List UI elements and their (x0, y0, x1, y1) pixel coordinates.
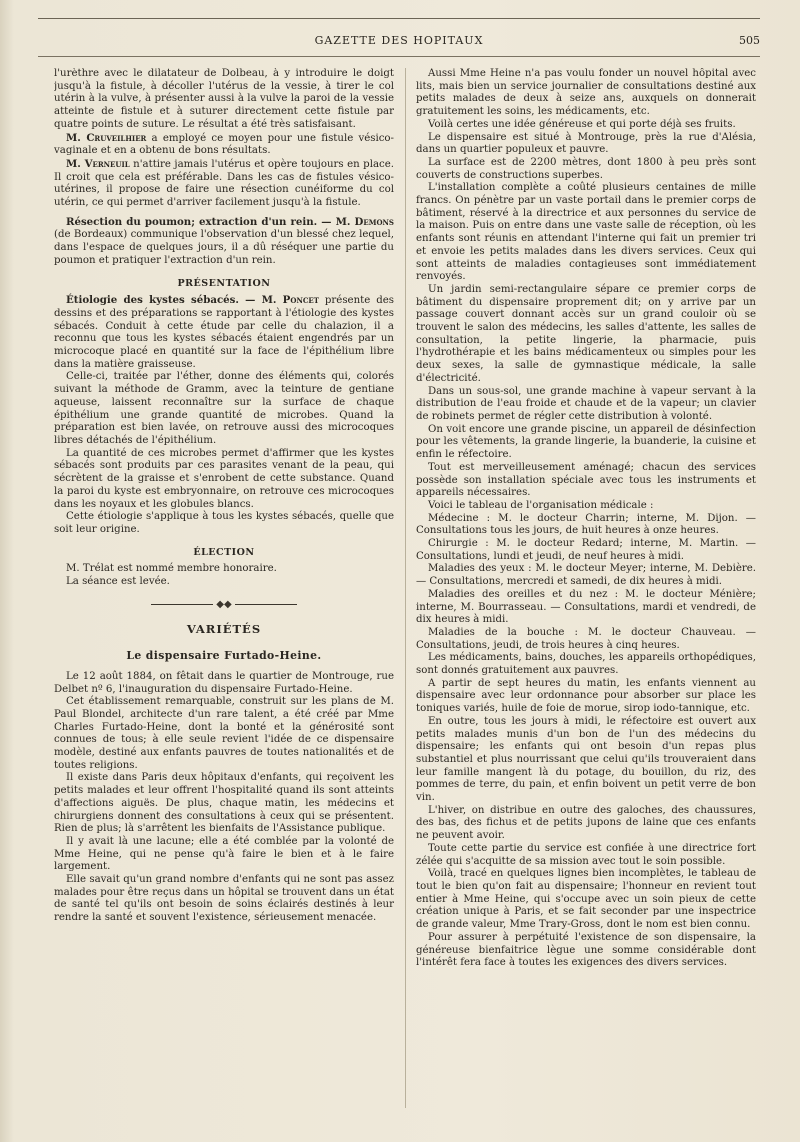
section-title-election: ÉLECTION (193, 546, 255, 558)
speaker-name: M. Poncet (261, 294, 319, 307)
paragraph (54, 294, 394, 371)
paragraph: Il existe dans Paris deux hôpitaux d'enfants, qui reçoivent les petits malades et leur offrent l'hospitalité quand ils sont atteints d'affections aiguës. De plus, chaque matin, les médecins et chirurgiens donnent des consultations à ceux qui se présentent. Rien de plus; là s'arrêtent les bienfaits de l'Assistance publique. (54, 772, 394, 835)
paragraph: On voit encore une grande piscine, un appareil de désinfection pour les vêtements, la grande lingerie, la buanderie, la cuisine et enfin le réfectoire. (416, 423, 756, 461)
paragraph: Cet établissement remarquable, construit sur les plans de M. Paul Blondel, architecte d'un rare talent, a été créé par Mme Charles Furtado-Heine, dont la bonté et la générosité sont connues de tous; à elle seule revient l'idée de ce dispensaire modèle, destiné aux enfants pauvres de toutes nationalités et de toutes religions. (54, 696, 394, 771)
paragraph: Elle savait qu'un grand nombre d'enfants qui ne sont pas assez malades pour être reçus dans un hôpital se trouvent dans un état de santé tel qu'ils ont besoin de soins éclairés destinés à leur rendre la santé et souvent l'existence, sérieusement menacée. (54, 874, 394, 924)
paragraph: Il y avait là une lacune; elle a été comblée par la volonté de Mme Heine, qui ne pense qu'à faire le bien et à le faire largement. (54, 835, 394, 873)
paragraph: La quantité de ces microbes permet d'affirmer que les kystes sébacés sont produits par ces parasites venant de la peau, qui sécrètent de la graisse et s'enrobent de cette substance. Quand la paroi du kyste est embryonnaire, on retrouve ces microcoques dans les noyaux et les globules blancs. (54, 447, 394, 510)
header-rule (38, 56, 760, 57)
paragraph: Voilà certes une idée généreuse et qui porte déjà ses fruits. (428, 118, 736, 130)
paragraph: M. Trélat est nommé membre honoraire. (66, 563, 277, 575)
article-title: Le dispensaire Furtado-Heine. (126, 649, 322, 663)
paragraph: Le 12 août 1884, on fêtait dans le quartier de Montrouge, rue Delbet nº 6, l'inauguration du dispensaire Furtado-Heine. (54, 670, 394, 695)
paragraph: La séance est levée. (66, 576, 170, 588)
paragraph: Voici le tableau de l'organisation médicale : (428, 499, 654, 511)
right-column (416, 68, 756, 1113)
paragraph (54, 158, 394, 210)
page-number: 505 (739, 34, 760, 47)
paragraph: Toute cette partie du service est confiée à une directrice fort zélée qui s'acquitte de sa mission avec tout le soin possible. (416, 842, 756, 867)
paragraph: En outre, tous les jours à midi, le réfectoire est ouvert aux petits malades munis d'un bon de l'un des médecins du dispensaire; les enfants qui ont besoin d'un repas plus substantiel et plus nourrissant que celui qu'ils trouveraient dans leur famille mangent là du potage, du bouillon, du riz, des pommes de terre, du pain, et enfin boivent un petit verre de bon vin. (416, 715, 756, 804)
speaker-name: M. Cruveilhier (66, 131, 147, 144)
speaker-name: M. Demons (335, 215, 394, 228)
left-column (54, 68, 394, 1113)
paragraph: Maladies des yeux : M. le docteur Meyer; interne, M. Debière. — Consultations, mercredi et samedi, de dix heures à midi. (416, 563, 756, 588)
ornament-divider: ◆◆ (54, 599, 394, 612)
paragraph: Dans un sous-sol, une grande machine à vapeur servant à la distribution de l'eau froide et chaude et de la vapeur; un clavier de robinets permet de régler cette distribution à volonté. (416, 385, 756, 422)
paragraph-text: présente des dessins et des préparations se rapportant à l'étiologie des kystes sébacés. Conduit à cette étude par celle du chalazion, il a reconnu que tous les kystes sébacés étaient engendrés par un microcoque placé en quantité sur la face de l'épithélium libre dans la matière graisseuse. (54, 295, 394, 370)
top-rule (38, 18, 760, 19)
paragraph-text: a employé ce moyen pour une fistule vésico-vaginale et en a obtenu de bons résultats. (54, 132, 394, 157)
paragraph: Chirurgie : M. le docteur Redard; interne, M. Martin. — Consultations, lundi et jeudi, de neuf heures à midi. (416, 538, 756, 562)
paragraph: Un jardin semi-rectangulaire sépare ce premier corps de bâtiment du dispensaire proprement dit; on y arrive par un passage couvert donnant accès sur un grand couloir où se trouvent le salon des médecins, les salles d'attente, les salles de consultation, la petite lingerie, la pharmacie, puis l'hydrothérapie et les bains médicamenteux ou simples pour les deux sexes, la salle de gymnastique médicale, la salle d'électricité. (416, 283, 756, 384)
paragraph: Le dispensaire est situé à Montrouge, près la rue d'Alésia, dans un quartier populeux et pauvre. (416, 131, 756, 156)
paragraph: Pour assurer à perpétuité l'existence de son dispensaire, la généreuse bienfaitrice lègue une somme considérable dont l'intérêt fera face à toutes les exigences des divers services. (416, 931, 756, 969)
paragraph: Les médicaments, bains, douches, les appareils orthopédiques, sont donnés gratuitement aux pauvres. (416, 652, 756, 677)
subsection-heading: Résection du poumon; extraction d'un rein. — (66, 215, 336, 228)
paragraph: Médecine : M. le docteur Charrin; interne, M. Dijon. — Consultations tous les jours, de huit heures à onze heures. (416, 512, 756, 537)
paragraph (54, 132, 394, 158)
paragraph: l'urèthre avec le dilatateur de Dolbeau, à y introduire le doigt jusqu'à la fistule, à décoller l'utérus de la vessie, à tirer le col utérin à la vulve, à présenter aussi à la vulve la paroi de la vessie atteinte de fistule et à suturer directement cette fistule par quatre points de suture. Le résultat a été très satisfaisant. (54, 68, 394, 130)
paragraph: Celle-ci, traitée par l'éther, donne des éléments qui, colorés suivant la méthode de Gramm, avec la teinture de gentiane aqueuse, laissent reconnaître sur la surface de chaque épithélium une grande quantité de microbes. Quand la préparation est bien lavée, on retrouve aussi des microcoques libres détachés de l'épithélium. (54, 371, 394, 446)
paragraph: L'hiver, on distribue en outre des galoches, des chaussures, des bas, des fichus et de petits jupons de laine que ces enfants ne peuvent avoir. (416, 804, 756, 842)
paragraph (54, 216, 394, 268)
paragraph: Maladies de la bouche : M. le docteur Chauveau. — Consultations, jeudi, de trois heures à cinq heures. (416, 626, 756, 651)
section-title-varietes: VARIÉTÉS (186, 622, 262, 637)
paragraph: Maladies des oreilles et du nez : M. le docteur Ménière; interne, M. Bourrasseau. — Consultations, mardi et vendredi, de dix heures à midi. (416, 588, 756, 626)
page-header (38, 34, 760, 54)
paragraph: Voilà, tracé en quelques lignes bien incomplètes, le tableau de tout le bien qu'on fait au dispensaire; l'honneur en revient tout entier à Mme Heine, qui s'occupe avec un soin pieux de cette création unique à Paris, et se fait seconder par une inspectrice de grande valeur, Mme Trary-Gross, dont le nom est bien connu. (416, 868, 756, 931)
journal-title: GAZETTE DES HOPITAUX (314, 34, 484, 47)
section-title-presentation: PRÉSENTATION (177, 277, 271, 289)
paragraph: Tout est merveilleusement aménagé; chacun des services possède son installation spéciale avec tous les instruments et appareils nécessaires. (416, 461, 756, 499)
paragraph: A partir de sept heures du matin, les enfants viennent au dispensaire avec leur ordonnance pour absorber sur place les toniques variés, huile de foie de morue, sirop iodo-tannique, etc. (416, 677, 756, 715)
paragraph: La surface est de 2200 mètres, dont 1800 à peu près sont couverts de constructions superbes. (416, 156, 756, 181)
paragraph: L'installation complète a coûté plusieurs centaines de mille francs. On pénètre par un vaste portail dans le premier corps de bâtiment, réservé à la directrice et aux personnes du service de la maison. Puis on entre dans une vaste salle de réception, où les enfants sont réunis en attendant l'interne qui fait un premier tri et envoie les petits malades dans les divers services. Ceux qui sont atteints de maladies contagieuses sont immédiatement renvoyés. (416, 182, 756, 283)
column-divider (405, 68, 406, 1108)
speaker-name: M. Verneuil (66, 157, 130, 170)
paragraph: Cette étiologie s'applique à tous les kystes sébacés, quelle que soit leur origine. (54, 511, 394, 535)
paragraph-text: (de Bordeaux) communique l'observation d'un blessé chez lequel, dans l'espace de quelques jours, il a dû réséquer une partie du poumon et pratiquer l'extraction d'un rein. (54, 229, 394, 266)
paragraph-text: n'attire jamais l'utérus et opère toujours en place. Il croit que cela est préférable. Dans les cas de fistules vésico-utérines, il propose de faire une résection cunéiforme du col utérin, ce qui permet d'arriver facilement jusqu'à la fistule. (54, 158, 394, 209)
paragraph: Aussi Mme Heine n'a pas voulu fonder un nouvel hôpital avec lits, mais bien un service journalier de consultations destiné aux petits malades de deux à seize ans, auxquels on donnerait gratuitement les soins, les médicaments, etc. (416, 68, 756, 118)
subsection-heading: Étiologie des kystes sébacés. — (66, 294, 262, 307)
